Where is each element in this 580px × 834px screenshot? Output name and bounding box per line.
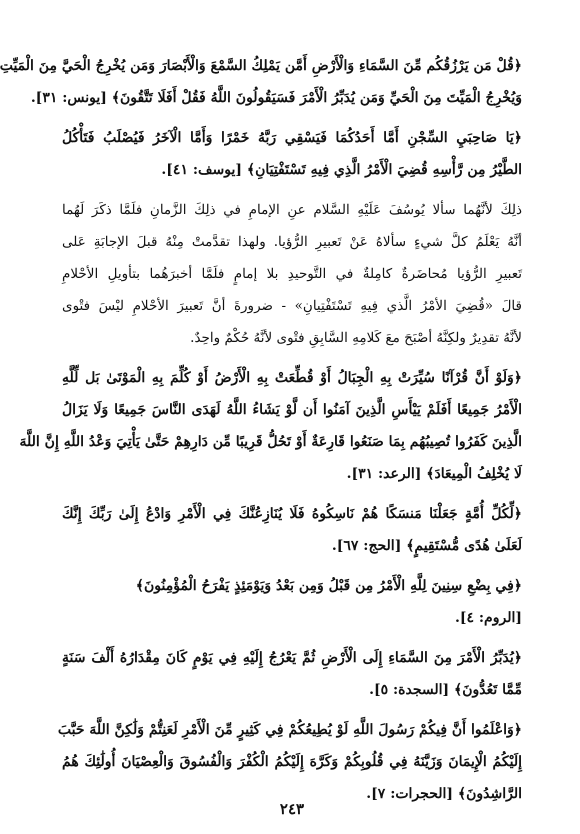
text-line: قالَ «قُضِيَ الأمْرُ الَّذي فِيهِ تَسْتَفْتِيانِ» - ضرورةَ أنَّ تَعبيرَ الأحْلامِ ليْسَ فتْوى bbox=[62, 298, 522, 314]
text-line: إِلَيْكُمُ الْإِيمَانَ وَزَيَّنَهُ فِي قُلُوبِكُمْ وَكَرَّهَ إِلَيْكُمُ الْكُفْرَ وَالْفُسُوقَ وَالْعِصْيَانَ أُولَٰئِكَ هُمُ bbox=[62, 754, 522, 770]
text-line: الرَّاشِدُونَ﴾ [الحجرات: ٧]. bbox=[366, 786, 522, 802]
quran-verse-rad bbox=[19, 362, 522, 490]
page-body bbox=[0, 50, 522, 810]
text-line: الَّذِينَ كَفَرُوا تُصِيبُهُم بِمَا صَنَعُوا قَارِعَةٌ أَوْ تَحُلُّ قَرِيبًا مِّن دَارِهِمْ حَتَّىٰ يَأْتِيَ وَعْدُ اللَّهِ إِنَّ اللَّهَ bbox=[19, 434, 522, 450]
text-line: ﴿لِّكُلِّ أُمَّةٍ جَعَلْنَا مَنسَكًا هُمْ نَاسِكُوهُ فَلَا يُنَازِعُنَّكَ فِي الْأَمْرِ وَادْعُ إِلَىٰ رَبِّكَ إِنَّكَ bbox=[62, 506, 522, 522]
text-line: لَا يُخْلِفُ الْمِيعَادَ﴾ [الرعد: ٣١]. bbox=[346, 466, 522, 482]
text-line: ﴿يَا صَاحِبَيِ السِّجْنِ أَمَّا أَحَدُكُمَا فَيَسْقِي رَبَّهُ خَمْرًا وَأَمَّا الْآخَرُ فَيُصْلَبُ فَتَأْكُلُ bbox=[62, 130, 522, 146]
text-line: لأنَّهُ تقدِيرٌ ولكِنَّهُ أصْبَحَ معَ كَلامِهِ السَّابِقِ فتْوى لأنَّهُ حُكْمٌ واحِدٌ. bbox=[190, 330, 522, 346]
text-line: ﴿قُلْ مَن يَرْزُقُكُم مِّنَ السَّمَاءِ وَالْأَرْضِ أَمَّن يَمْلِكُ السَّمْعَ وَالْأَبْصَارَ وَمَن يُخْرِجُ الْحَيَّ مِنَ الْمَيِّتِ bbox=[0, 58, 522, 74]
text-line: ﴿وَاعْلَمُوا أَنَّ فِيكُمْ رَسُولَ اللَّهِ لَوْ يُطِيعُكُمْ فِي كَثِيرٍ مِّنَ الْأَمْرِ لَعَنِتُّمْ وَلَٰكِنَّ اللَّهَ حَبَّبَ bbox=[57, 722, 522, 738]
text-line: الطَّيْرُ مِن رَّأْسِهِ قُضِيَ الْأَمْرُ الَّذِي فِيهِ تَسْتَفْتِيَانِ﴾ [يوسف: ٤١]. bbox=[161, 162, 522, 178]
quran-verse-hajj bbox=[62, 498, 522, 562]
quran-verse-hujurat bbox=[57, 714, 522, 810]
page-number: ٢٤٣ bbox=[279, 800, 305, 818]
text-line: ﴿فِي بِضْعِ سِنِينَ لِلَّهِ الْأَمْرُ مِن قَبْلُ وَمِن بَعْدُ وَيَوْمَئِذٍ يَفْرَحُ الْمُؤْمِنُونَ﴾ bbox=[135, 578, 522, 594]
quran-verse-yunus bbox=[0, 50, 522, 114]
commentary-paragraph bbox=[62, 194, 522, 354]
quran-verse-yusuf bbox=[62, 122, 522, 186]
text-line: الْأَمْرُ جَمِيعًا أَفَلَمْ يَيْأَسِ الَّذِينَ آمَنُوا أَن لَّوْ يَشَاءُ اللَّهُ لَهَدَى النَّاسَ جَمِيعًا وَلَا يَزَالُ bbox=[62, 402, 522, 418]
text-line: ذلِكَ لأنَّهُما سألا يُوسُفَ عَلَيْهِ السَّلام عنِ الإمامِ في ذلِكَ الزَّمانِ فلَمَّا ذكَرَ لَهُما bbox=[62, 202, 522, 218]
text-line: أنَّهُ يَعْلَمُ كلَّ شيءٍ سألاهُ عَنْ تَعبيرِ الرُّؤيا. ولهذا تقدَّمتْ مِنْهُ قبلَ الإجابَةِ عَلى bbox=[62, 234, 522, 250]
text-line: مِّمَّا تَعُدُّونَ﴾ [السجدة: ٥]. bbox=[369, 682, 522, 698]
quran-verse-rum bbox=[62, 570, 522, 634]
text-line: تَعبيرِ الرُّؤيا مُحاضَرةٌ كامِلةٌ في التَّوحيدِ بلا إمامٍ فلَمَّا أخبرَهُما بتأويلِ الأحْلامِ bbox=[62, 266, 522, 282]
text-line: لَعَلَىٰ هُدًى مُّسْتَقِيمٍ﴾ [الحج: ٦٧]. bbox=[331, 538, 522, 554]
text-line: [الروم: ٤]. bbox=[454, 610, 522, 626]
text-line: وَيُخْرِجُ الْمَيِّتَ مِنَ الْحَيِّ وَمَن يُدَبِّرُ الْأَمْرَ فَسَيَقُولُونَ اللَّهُ فَقُلْ أَفَلَا تَتَّقُونَ﴾ [يونس: ٣١]. bbox=[30, 90, 522, 106]
text-line: ﴿يُدَبِّرُ الْأَمْرَ مِنَ السَّمَاءِ إِلَى الْأَرْضِ ثُمَّ يَعْرُجُ إِلَيْهِ فِي يَوْمٍ كَانَ مِقْدَارُهُ أَلْفَ سَنَةٍ bbox=[62, 650, 522, 666]
quran-verse-sajda bbox=[62, 642, 522, 706]
text-line: ﴿وَلَوْ أَنَّ قُرْآنًا سُيِّرَتْ بِهِ الْجِبَالُ أَوْ قُطِّعَتْ بِهِ الْأَرْضُ أَوْ كُلِّمَ بِهِ الْمَوْتَىٰ بَل لِّلَّهِ bbox=[62, 370, 522, 386]
